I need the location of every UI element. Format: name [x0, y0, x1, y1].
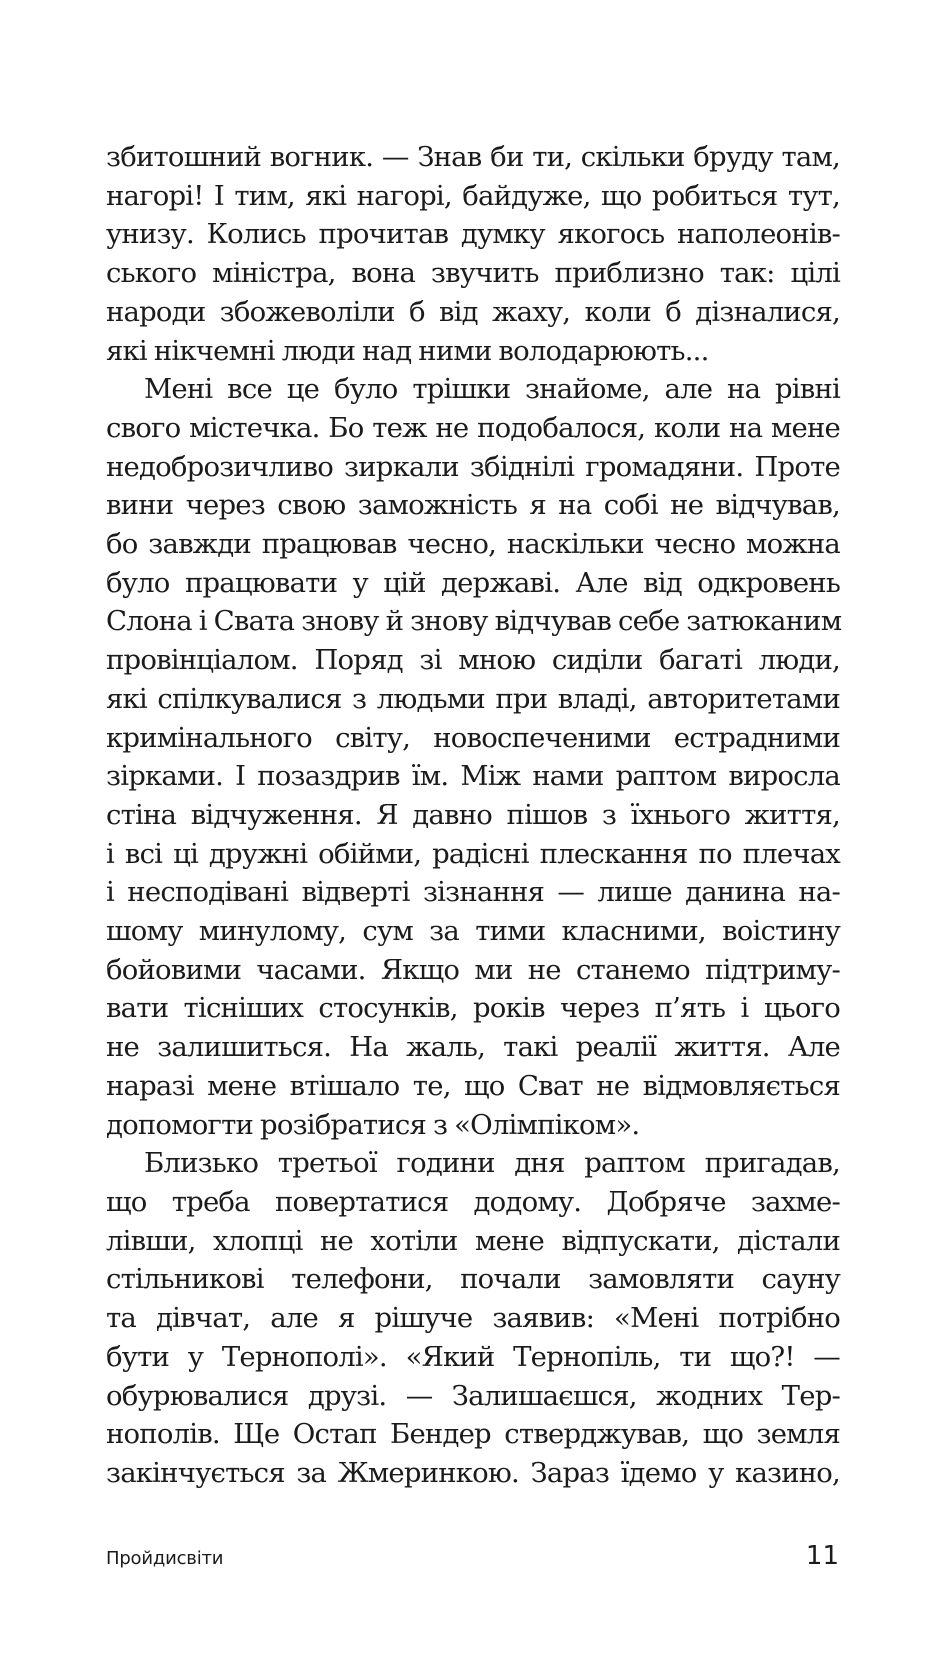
- text-line: бо завжди працював чесно, наскільки чесно можна: [106, 528, 840, 561]
- running-footer-title: Пройдисвіти: [106, 1548, 224, 1569]
- text-line: наразі мене втішало те, що Сват не відмовляється: [106, 1069, 840, 1102]
- text-line: було працювати у цій державі. Але від одкровень: [106, 566, 840, 599]
- text-line: обурювалися друзі. — Залишаєшся, жодних Тер-: [106, 1379, 840, 1412]
- text-line: нополів. Ще Остап Бендер стверджував, що земля: [106, 1418, 840, 1451]
- text-line: Близько третьої години дня раптом пригадав,: [144, 1147, 840, 1180]
- text-line: та дівчат, але я рішуче заявив: «Мені потрібно: [106, 1302, 840, 1335]
- text-line: провінціалом. Поряд зі мною сиділи багаті люди,: [106, 644, 840, 677]
- text-line: і всі ці дружні обійми, радісні плескання по плечах: [106, 837, 840, 870]
- text-line: вати тісніших стосунків, років через п’ять і цього: [106, 992, 840, 1025]
- text-line: стільникові телефони, почали замовляти сауну: [106, 1263, 840, 1296]
- text-line: і несподівані відверті зізнання — лише данина на-: [106, 876, 840, 909]
- text-line: нагорі! І тим, які нагорі, байдуже, що робиться тут,: [106, 179, 840, 212]
- paragraph: [106, 1144, 840, 1492]
- text-line: що треба повертатися додому. Добряче захме-: [106, 1185, 840, 1218]
- text-line: народи збожеволіли б від жаху, коли б дізналися,: [106, 295, 840, 328]
- text-line: ського міністра, вона звучить приблизно так: цілі: [106, 257, 840, 290]
- body-text: [106, 138, 840, 1493]
- text-line: лівши, хлопці не хотіли мене відпускати, дістали: [106, 1224, 840, 1257]
- text-line: закінчується за Жмеринкою. Зараз їдемо у казино,: [106, 1456, 840, 1489]
- text-line: зірками. І позаздрив їм. Між нами раптом виросла: [106, 760, 840, 793]
- text-line: бути у Тернополі». «Який Тернопіль, ти що?! —: [106, 1340, 840, 1373]
- text-line: допомогти розібратися з «Олімпіком».: [106, 1108, 640, 1141]
- text-line: вини через свою заможність я на собі не відчував,: [106, 489, 840, 522]
- text-line: унизу. Колись прочитав думку якогось наполеонів-: [106, 218, 840, 251]
- text-line: недоброзичливо зиркали збіднілі громадяни. Проте: [106, 450, 840, 483]
- text-line: шому минулому, сум за тими класними, воістину: [106, 915, 840, 948]
- page-number: 11: [805, 1541, 839, 1571]
- text-line: Слона і Свата знову й знову відчував себе затюканим: [106, 605, 842, 638]
- text-line: свого містечка. Бо теж не подобалося, коли на мене: [106, 411, 840, 444]
- text-line: які спілкувалися з людьми при владі, авторитетами: [106, 682, 840, 715]
- text-line: які нікчемні люди над ними володарюють...: [106, 334, 709, 367]
- text-line: не залишиться. На жаль, такі реалії життя. Але: [106, 1031, 840, 1064]
- text-line: збитошний вогник. — Знав би ти, скільки бруду там,: [106, 141, 840, 173]
- text-line: бойовими часами. Якщо ми не станемо підтриму-: [106, 953, 840, 986]
- paragraph: [106, 370, 840, 1144]
- text-line: стіна відчуження. Я давно пішов з їхнього життя,: [106, 798, 840, 831]
- text-line: кримінального світу, новоспеченими естрадними: [106, 721, 840, 754]
- paragraph: [106, 138, 840, 370]
- text-line: Мені все це було трішки знайоме, але на рівні: [144, 373, 840, 406]
